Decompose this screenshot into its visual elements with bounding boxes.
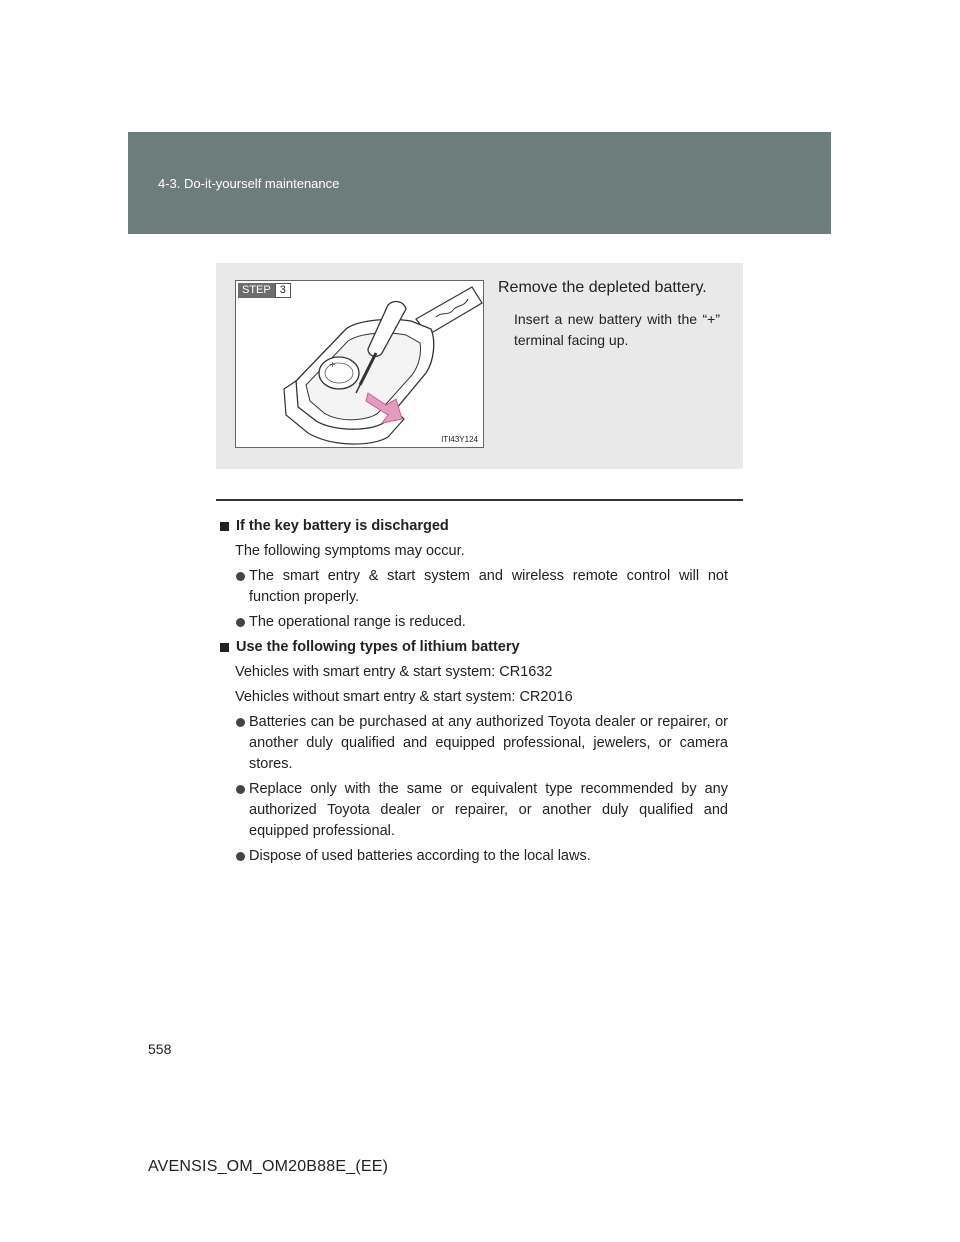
step-box — [216, 263, 743, 469]
step-label-word: STEP — [238, 283, 275, 298]
round-bullet-icon — [236, 785, 245, 794]
svg-text:+: + — [329, 360, 336, 369]
list-item — [218, 612, 728, 633]
section-heading-text: Use the following types of lithium battery — [236, 639, 520, 655]
document-code: AVENSIS_OM_OM20B88E_(EE) — [148, 1158, 389, 1175]
list-item — [218, 566, 728, 608]
round-bullet-icon — [236, 718, 245, 727]
body-line: Vehicles with smart entry & start system: CR1632 — [235, 664, 553, 680]
square-bullet-icon — [220, 522, 229, 531]
section-heading-text: If the key battery is discharged — [236, 518, 449, 534]
section-title: 4-3. Do-it-yourself maintenance — [158, 176, 340, 191]
step-label-number: 3 — [275, 283, 291, 298]
round-bullet-icon — [236, 618, 245, 627]
figure-code: ITI43Y124 — [441, 435, 478, 444]
list-item-text: The smart entry & start system and wireless remote control will not function properly. — [249, 568, 728, 605]
list-item — [218, 712, 728, 775]
round-bullet-icon — [236, 852, 245, 861]
step-label — [238, 283, 291, 298]
list-item — [218, 846, 728, 867]
key-battery-illustration — [236, 281, 485, 449]
section-header-bar — [128, 132, 831, 234]
step-title: Remove the depleted battery. — [498, 279, 707, 296]
list-item-text: Replace only with the same or equivalent type recommended by any authorized Toyota dealer or repairer, or another duly qualified and equipped professional. — [249, 781, 728, 839]
section-divider — [216, 499, 743, 501]
section-heading — [218, 516, 728, 537]
step-subtext: Insert a new battery with the “+” terminal facing up. — [514, 311, 720, 348]
square-bullet-icon — [220, 643, 229, 652]
body-line: The following symptoms may occur. — [235, 543, 465, 559]
body-content — [218, 516, 728, 867]
list-item-text: Batteries can be purchased at any authorized Toyota dealer or repairer, or another duly qualified and equipped professional, jewelers, or camera stores. — [249, 714, 728, 772]
round-bullet-icon — [236, 572, 245, 581]
list-item-text: Dispose of used batteries according to the local laws. — [249, 848, 591, 864]
section-heading — [218, 637, 728, 658]
page-number: 558 — [148, 1041, 172, 1057]
body-line: Vehicles without smart entry & start system: CR2016 — [235, 689, 573, 705]
step-illustration — [235, 280, 484, 448]
list-item — [218, 779, 728, 842]
list-item-text: The operational range is reduced. — [249, 614, 466, 630]
